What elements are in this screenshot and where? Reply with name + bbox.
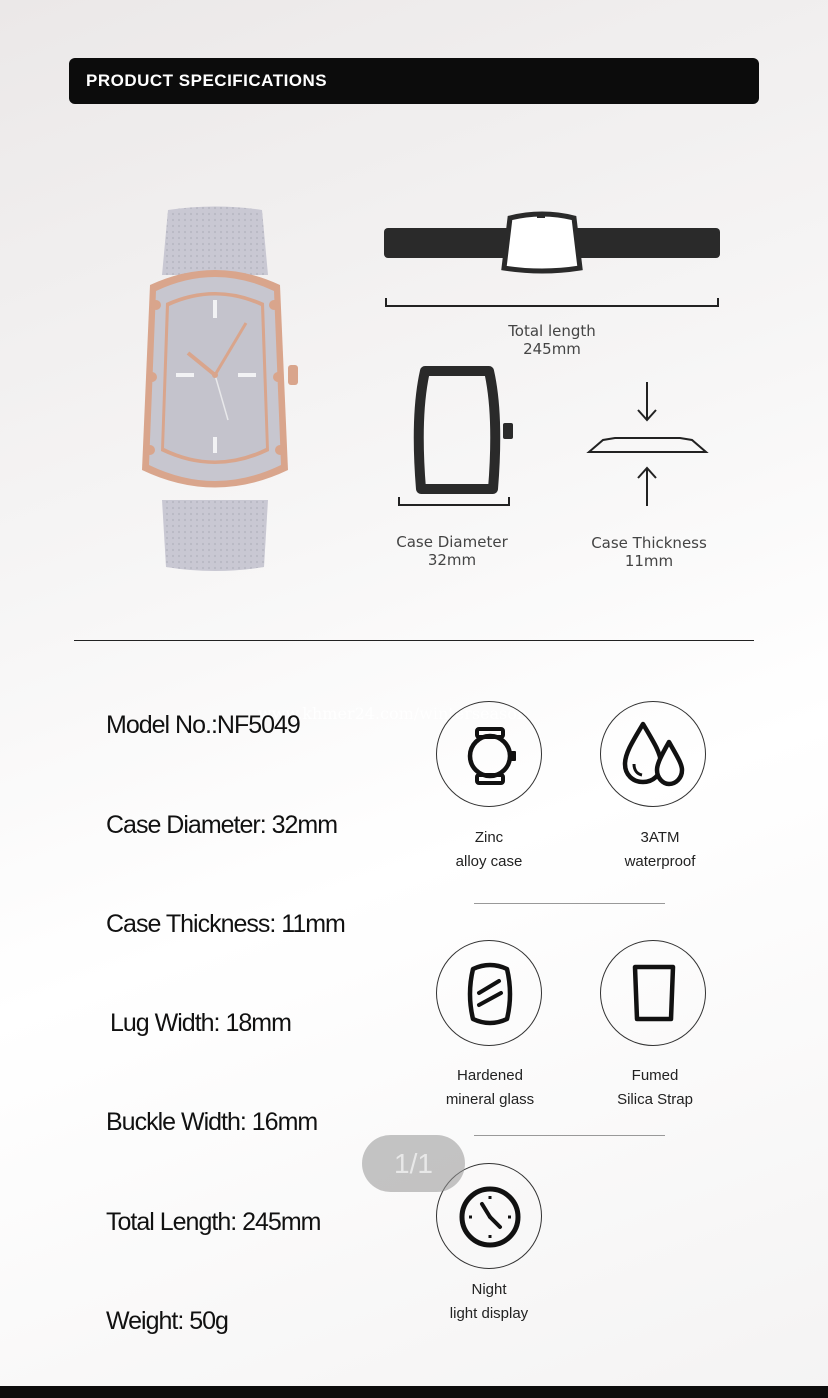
feature-rule-1 xyxy=(474,903,665,904)
feature-mineral-glass-line1: Hardened xyxy=(457,1067,523,1084)
spec-total-length: Total Length: 245mm xyxy=(106,1208,321,1236)
feature-zinc-case-line1: Zinc xyxy=(474,829,504,846)
section-divider xyxy=(74,640,754,641)
case-diameter-caption xyxy=(382,533,522,569)
feature-zinc-case xyxy=(436,701,542,807)
feature-zinc-case-line2: alloy case xyxy=(455,853,523,870)
section-header xyxy=(69,58,759,104)
feature-rule-2 xyxy=(474,1135,665,1136)
case-diameter-diagram xyxy=(395,365,520,510)
feature-mineral-glass xyxy=(436,940,542,1046)
spec-model-number: Model No.:NF5049 xyxy=(106,711,300,739)
feature-waterproof-label xyxy=(580,826,740,874)
water-drops-icon xyxy=(601,702,707,808)
product-watch-image xyxy=(128,205,303,575)
feature-waterproof-line1: 3ATM xyxy=(640,829,680,846)
feature-silica-strap xyxy=(600,940,706,1046)
case-thickness-value: 11mm xyxy=(624,552,674,570)
feature-night-display-label xyxy=(409,1278,569,1326)
strap-icon xyxy=(601,941,707,1047)
spec-weight: Weight: 50g xyxy=(106,1307,228,1335)
case-thickness-caption xyxy=(579,534,719,570)
feature-zinc-case-label xyxy=(409,826,569,874)
case-diameter-label: Case Diameter xyxy=(396,533,508,551)
spec-case-thickness: Case Thickness: 11mm xyxy=(106,910,345,938)
total-length-diagram xyxy=(382,210,724,310)
bottom-bar xyxy=(0,1386,828,1398)
case-thickness-diagram xyxy=(585,378,710,510)
case-thickness-label: Case Thickness xyxy=(591,534,707,552)
image-pager-indicator[interactable]: 1/1 xyxy=(362,1135,465,1192)
feature-mineral-glass-label xyxy=(410,1064,570,1112)
feature-waterproof xyxy=(600,701,706,807)
feature-night-display-line2: light display xyxy=(449,1305,529,1322)
case-diameter-value: 32mm xyxy=(427,551,477,569)
feature-silica-strap-line2: Silica Strap xyxy=(617,1091,693,1108)
feature-silica-strap-line1: Fumed xyxy=(631,1067,679,1084)
total-length-value: 245mm xyxy=(523,340,581,358)
spec-buckle-width: Buckle Width: 16mm xyxy=(106,1108,318,1136)
watch-case-icon xyxy=(437,702,543,808)
glass-icon xyxy=(437,941,543,1047)
spec-lug-width: Lug Width: 18mm xyxy=(110,1009,291,1037)
feature-night-display-line1: Night xyxy=(471,1281,507,1298)
total-length-caption xyxy=(482,322,622,358)
spec-case-diameter: Case Diameter: 32mm xyxy=(106,811,338,839)
feature-mineral-glass-line2: mineral glass xyxy=(445,1091,535,1108)
watermark-text: www.khmer24.com/winterseason xyxy=(258,704,528,723)
feature-waterproof-line2: waterproof xyxy=(624,853,696,870)
total-length-label: Total length xyxy=(508,322,596,340)
feature-silica-strap-label xyxy=(575,1064,735,1112)
section-title: PRODUCT SPECIFICATIONS xyxy=(86,71,328,90)
